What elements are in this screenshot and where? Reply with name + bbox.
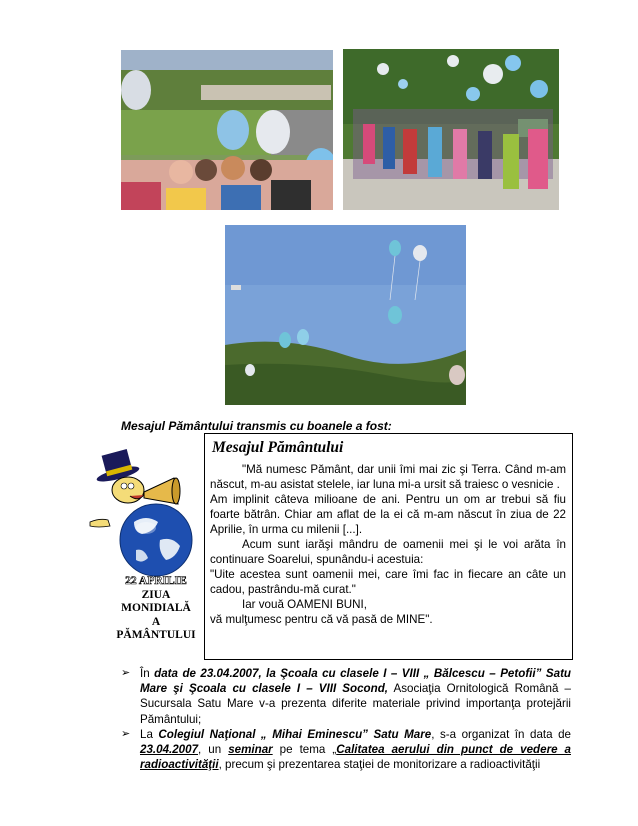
earth-day-label xyxy=(108,575,204,643)
list-item: ➢ La Colegiul Naţional „ Mihai Eminescu” Satu Mare, s-a organizat în data de 23.04.2007, un seminar pe tema „Calitatea aerului din punct de vedere a radioactivităţii, precum şi prezentarea staţiei de monitorizare a radioactivităţii xyxy=(121,727,571,772)
message-body xyxy=(210,462,566,627)
message-paragraph-4: "Uite acestea sunt oamenii mei, care îmi fac in fiecare an câte un cadou, pastrându-mă curat." xyxy=(210,568,566,596)
photo-children-balloons xyxy=(121,50,333,210)
message-paragraph-1: "Mă numesc Pământ, dar unii îmi mai zic şi Terra. Când m-am născut, m-au asistat stelele, iar luna mi-a ursit să traiesc o vesnicie . xyxy=(210,463,566,491)
message-paragraph-3: Acum sunt iarăşi mândru de oamenii mei şi le voi arăta în continuare Soarelui, spunându-i acestuia: xyxy=(210,538,566,566)
message-title: Mesajul Pământului xyxy=(212,439,344,456)
arrow-right-icon: ➢ xyxy=(121,667,131,679)
earth-label-line-5: PĂMÂNTULUI xyxy=(116,629,196,641)
message-paragraph-5: Iar vouă OAMENI BUNI, xyxy=(242,598,367,611)
caption: Mesajul Pământului transmis cu boanele a fost: xyxy=(121,419,392,433)
arrow-right-icon: ➢ xyxy=(121,727,131,740)
earth-message-box xyxy=(204,433,573,660)
photo-group-balloons xyxy=(343,49,559,210)
earth-label-line-2: ZIUA xyxy=(141,588,171,601)
event-list xyxy=(121,666,571,772)
earth-label-line-4: A xyxy=(151,615,161,628)
earth-mascot-illustration xyxy=(86,440,204,585)
earth-label-line-3: MONIDIALĂ xyxy=(121,602,191,614)
photo-balloons-sky xyxy=(225,225,466,405)
earth-label-line-1: 22 APRILIE xyxy=(125,575,187,587)
list-item: ➢ În data de 23.04.2007, la Şcoala cu clasele I – VIII „ Bălcescu – Petofii” Satu Mare şi Şcoala cu clasele I – VIII Socond, Asociaţia Ornitologică Română – Sucursala Satu Mare v-a prezenta diferite materiale privind importanţa protejării Pământului; xyxy=(121,667,572,726)
message-paragraph-6: vă mulţumesc pentru că vă pasă de MINE". xyxy=(210,613,433,626)
message-paragraph-2: Am implinit câteva milioane de ani. Pentru un om ar trebui să fiu foarte bătrân. Chiar am aflat de la ei că m-am născut în ziua de 22 Aprilie, în urma cu milenii [...]. xyxy=(210,493,566,536)
